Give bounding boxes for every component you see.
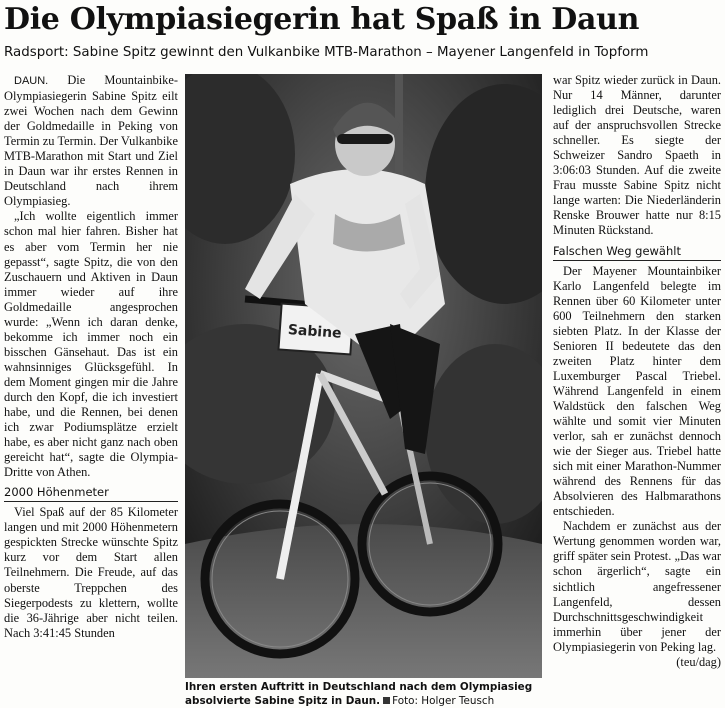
caption-text: Ihren ersten Auftritt in Deutschland nach dem Olympiasieg absolvierte Sabine Spitz in Daun. [185,681,533,707]
paragraph: „Ich wollte eigentlich immer schon mal hier fahren. Bisher hat es aber vom Termin her nie gepasst“, sagte Spitz, die von den Zuschauern und Aktiven in Daun immer wieder auf ihre Goldmedaille angesprochen wurde: „Wenn ich daran denke, bekomme ich immer noch ein bisschen Gänsehaut. Das ist ein wahnsinniges Glücksgefühl. In dem Moment gingen mir die Jahre durch den Kopf, die ich investiert habe, und die Rennen, bei denen ich zwar Podiumsplätze erzielt habe, es aber nicht ganz nach oben gereicht hat“, sagte die Olympia-Dritte von Athen. [4,209,178,480]
article-photo [185,74,542,678]
section-subhead: Falschen Weg gewählt [553,244,721,261]
headline: Die Olympiasiegerin hat Spaß in Daun [4,2,640,37]
paragraph-text: Die Mountainbike-Olympiasiegerin Sabine Spitz eilt zwei Wochen nach dem Gewinn der Goldmedaille in Peking von Termin zu Termin. Der Vulkanbike MTB-Marathon mit Start und Ziel in Daun war ihr erstes Rennen in Deutschland nach ihrem Olympiasieg. [4,73,178,209]
article-column-right [553,73,721,670]
author-sign: (teu/dag) [676,654,721,669]
subheadline: Radsport: Sabine Spitz gewinnt den Vulkanbike MTB-Marathon – Mayener Langenfeld in Topform [4,45,649,60]
article-column-left [4,73,178,641]
paragraph: Viel Spaß auf der 85 Kilometer langen und mit 2000 Höhenmetern gespickten Strecke wünschte Spitz kurz vor dem Start allen Teilnehmern. Die Freude, auf das oberste Treppchen des Siegerpodests zu klettern, wollte die 36-Jährige aber nicht teilen. Nach 3:41:45 Stunden [4,505,178,640]
paragraph: war Spitz wieder zurück in Daun. Nur 14 Männer, darunter lediglich drei Deutsche, waren auf der anspruchsvollen Strecke schneller. Es siegte der Schweizer Sandro Spaeth in 3:06:03 Stunden. Auf die zweite Frau musste Sabine Spitz nicht lange warten: Die Niederländerin Renske Brouwer hatte nur 8:15 Minuten Rückstand. [553,73,721,238]
photo-credit: Foto: Holger Teusch [392,695,495,707]
paragraph: Der Mayener Mountainbiker Karlo Langenfeld belegte im Rennen über 60 Kilometer unter 600 Teilnehmern den starken siebten Platz. In der Klasse der Senioren II bedeutete das den zweiten Platz hinter dem Luxemburger Pascal Triebel. Während Langenfeld in einem Waldstück den falschen Weg wählte und somit vier Minuten verlor, sah er zunächst dennoch wie der Sieger aus. Triebel hatte sich mit einer Marathon-Nummer während des Rennens für das Absolvieren des Halbmarathons entschieden. [553,263,721,519]
dateline: DAUN. [14,75,49,87]
paragraph-text: Nachdem er zunächst aus der Wertung genommen worden war, griff später sein Protest. „Das war schon ärgerlich“, sagte ein sichtlich angefressener Langenfeld, dessen Durchschnittsgeschwindigkeit immerhin über jener der Olympiasiegerin von Peking lag. [553,519,721,654]
photo-caption [185,680,545,708]
section-subhead: 2000 Höhenmeter [4,485,178,502]
paragraph [4,73,178,209]
paragraph [553,519,721,669]
number-plate-name: Sabine [287,322,343,342]
credit-marker-icon [383,697,390,704]
cyclist-photo-illustration [185,74,542,678]
